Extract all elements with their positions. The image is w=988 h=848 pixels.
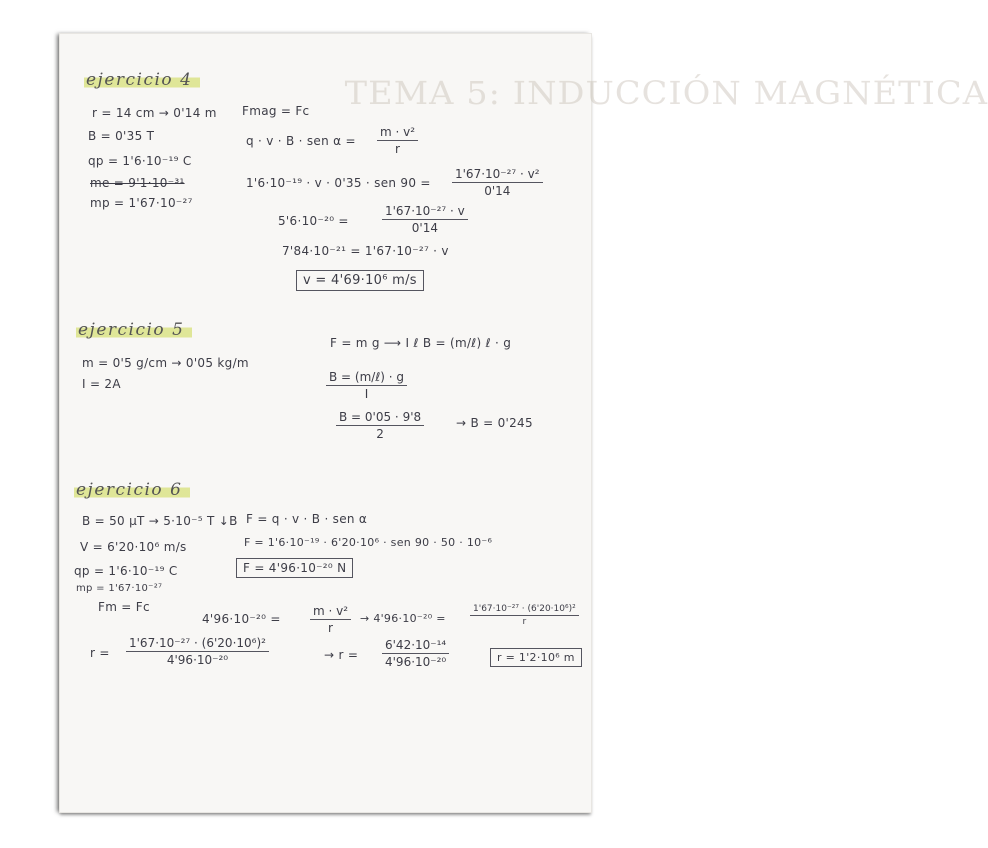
ex6-r-num: 1'67·10⁻²⁷ · (6'20·10⁶)² <box>126 636 269 652</box>
ex4-proton-mass: mp = 1'67·10⁻²⁷ <box>90 196 193 210</box>
ex4-eq2-fraction <box>452 167 543 198</box>
ex4-eq1-den: r <box>395 142 400 156</box>
ex4-eq3-fraction <box>382 204 468 235</box>
ex6-eq-num: m · v² <box>310 604 351 620</box>
bleed-through-title: TEMA 5: INDUCCIÓN MAGNÉTICA <box>344 74 988 112</box>
ex4-eq2-num: 1'67·10⁻²⁷ · v² <box>452 167 543 183</box>
ex6-r-den: 4'96·10⁻²⁰ <box>166 653 229 667</box>
ex6-eq-den-2: r <box>522 617 527 627</box>
ex4-eq3-den: 0'14 <box>411 221 438 235</box>
ex4-eq1-left: q · v · B · sen α = <box>246 134 356 148</box>
exercise-6-heading: ejercicio 6 <box>74 480 190 500</box>
ex6-r2-num: 6'42·10⁻¹⁴ <box>382 638 449 654</box>
ex6-force-formula: F = q · v · B · sen α <box>246 512 368 526</box>
ex4-eq3-num: 1'67·10⁻²⁷ · v <box>382 204 468 220</box>
ex5-eq2-fraction <box>326 370 407 401</box>
ex5-current: I = 2A <box>82 377 121 391</box>
ex6-r2-fraction <box>382 638 449 669</box>
ex6-r-fraction <box>126 636 269 667</box>
ex6-velocity: V = 6'20·10⁶ m/s <box>80 540 187 554</box>
ex5-eq3-den: 2 <box>376 427 384 441</box>
ex6-charge: qp = 1'6·10⁻¹⁹ C <box>74 564 178 578</box>
ex5-eq3-result: → B = 0'245 <box>456 416 533 430</box>
ex6-r-result: r = 1'2·10⁶ m <box>490 648 582 667</box>
ex6-fm-fc: Fm = Fc <box>98 600 150 614</box>
ex6-r-label: r = <box>90 646 110 660</box>
ex5-eq3-num: B = 0'05 · 9'8 <box>336 410 424 426</box>
exercise-5-heading: ejercicio 5 <box>76 320 192 340</box>
ex4-eq1-num: m · v² <box>377 125 418 141</box>
ex6-field: B = 50 μT → 5·10⁻⁵ T ↓B <box>82 514 238 528</box>
ex6-eq-fraction-2 <box>470 604 579 627</box>
ex4-eq1-fraction <box>377 125 418 156</box>
ex4-field: B = 0'35 T <box>88 129 155 143</box>
ex6-arrow-r: → r = <box>324 648 359 662</box>
ex6-eq-fraction <box>310 604 351 635</box>
ex6-eq-num-2: 1'67·10⁻²⁷ · (6'20·10⁶)² <box>470 604 579 616</box>
ex4-charge: qp = 1'6·10⁻¹⁹ C <box>88 154 192 168</box>
ex5-mass: m = 0'5 g/cm → 0'05 kg/m <box>82 356 249 370</box>
ex5-eq2-num: B = (m/ℓ) · g <box>326 370 407 386</box>
ex6-eq-left: 4'96·10⁻²⁰ = <box>202 612 281 626</box>
ex5-eq3-fraction <box>336 410 424 441</box>
ex6-force-result: F = 4'96·10⁻²⁰ N <box>236 558 353 578</box>
ex4-eq4: 7'84·10⁻²¹ = 1'67·10⁻²⁷ · v <box>282 244 449 258</box>
ex6-force-substitution: F = 1'6·10⁻¹⁹ · 6'20·10⁶ · sen 90 · 50 · 10⁻⁶ <box>244 536 493 549</box>
exercise-4-heading: ejercicio 4 <box>84 70 200 90</box>
ex4-eq2-den: 0'14 <box>484 184 511 198</box>
ex6-r2-den: 4'96·10⁻²⁰ <box>385 655 447 669</box>
ex4-electron-mass: me = 9'1·10⁻³¹ <box>90 176 185 190</box>
ex4-result: v = 4'69·10⁶ m/s <box>296 270 424 291</box>
ex5-eq1: F = m g ⟶ I ℓ B = (m/ℓ) ℓ · g <box>330 336 512 350</box>
notebook-page <box>60 34 988 812</box>
ex6-proton-mass: mp = 1'67·10⁻²⁷ <box>76 583 163 594</box>
ex6-eq-den: r <box>328 621 333 635</box>
ex6-eq-mid: → 4'96·10⁻²⁰ = <box>360 612 446 625</box>
ex4-fmag: Fmag = Fc <box>242 104 310 118</box>
ex4-eq2-left: 1'6·10⁻¹⁹ · v · 0'35 · sen 90 = <box>246 176 431 190</box>
ex5-eq2-den: I <box>364 387 369 401</box>
ex4-eq3-left: 5'6·10⁻²⁰ = <box>278 214 349 228</box>
ex4-radius: r = 14 cm → 0'14 m <box>92 106 217 120</box>
